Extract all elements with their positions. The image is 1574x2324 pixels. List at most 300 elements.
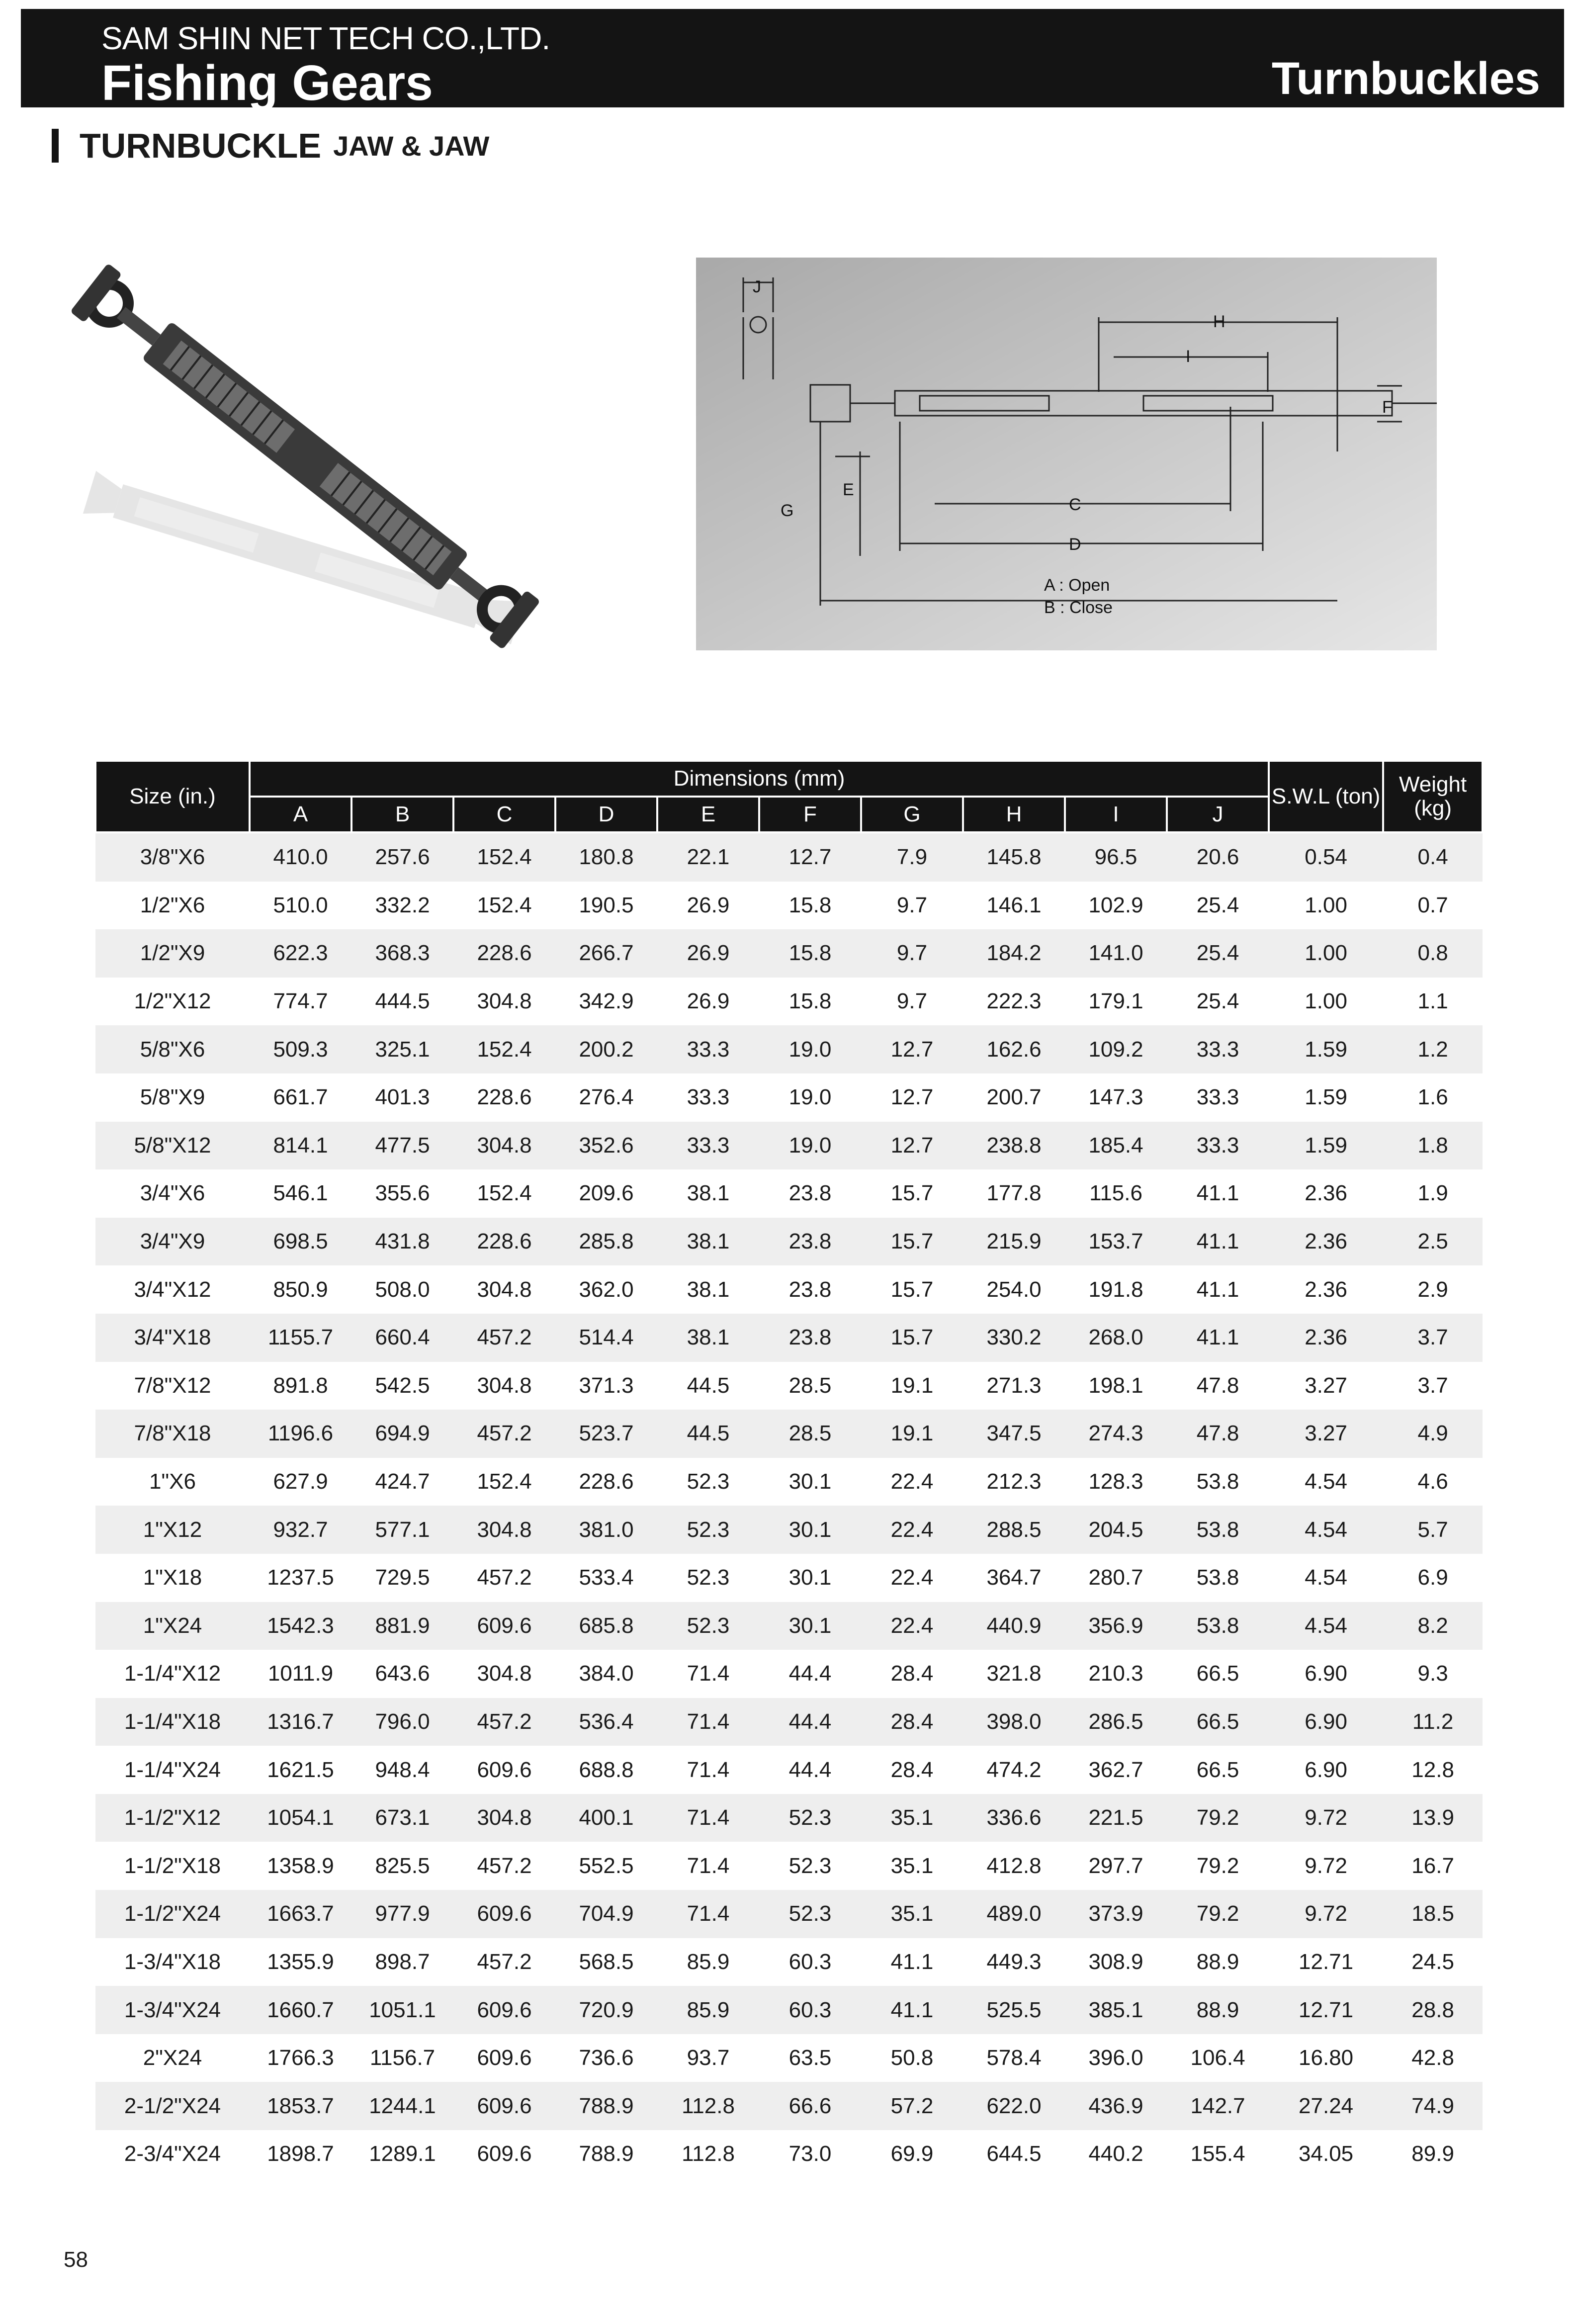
cell-g: 50.8: [890, 2046, 934, 2070]
cell-d: 371.3: [579, 1373, 634, 1398]
cell-size: 1-1/4"X18: [95, 1698, 250, 1746]
cell-h: 271.3: [986, 1373, 1042, 1398]
page-header: [21, 9, 1564, 111]
cell-h: 321.8: [986, 1661, 1042, 1686]
cell-f: 15.8: [788, 893, 832, 917]
cell-a: 1054.1: [250, 1794, 351, 1842]
dimension-diagram: [696, 258, 1437, 650]
cell-e: 52.3: [687, 1469, 730, 1494]
cell-size: 2"X24: [143, 2046, 202, 2070]
cell-e: 71.4: [687, 1661, 730, 1686]
table-row: [95, 1362, 1483, 1410]
cell-weight: 11.2: [1383, 1698, 1483, 1746]
cell-e: 71.4: [657, 1890, 759, 1938]
cell-h: 525.5: [963, 1986, 1065, 2034]
cell-b: 577.1: [351, 1506, 453, 1554]
cell-swl: 2.36: [1269, 1218, 1383, 1266]
cell-f: 52.3: [788, 1853, 832, 1878]
dim-label-e: E: [843, 480, 854, 499]
cell-c: 609.6: [453, 1602, 555, 1650]
cell-f: 23.8: [788, 1277, 832, 1302]
cell-e: 112.8: [657, 2082, 759, 2130]
cell-size: 3/8"X6: [95, 832, 250, 882]
table-row: [95, 1554, 1483, 1602]
cell-b: 332.2: [375, 893, 430, 917]
cell-e: 38.1: [657, 1218, 759, 1266]
cell-size: 1/2"X6: [140, 893, 205, 917]
cell-d: 685.8: [555, 1602, 657, 1650]
cell-d: 285.8: [555, 1218, 657, 1266]
cell-i: 297.7: [1088, 1853, 1143, 1878]
cell-h: 330.2: [963, 1314, 1065, 1362]
cell-j: 41.1: [1167, 1314, 1269, 1362]
cell-e: 26.9: [687, 989, 730, 1014]
cell-h: 474.2: [986, 1757, 1042, 1782]
cell-size: 7/8"X12: [134, 1373, 211, 1398]
cell-e: 38.1: [657, 1314, 759, 1362]
cell-h: 347.5: [963, 1410, 1065, 1458]
cell-j: 142.7: [1167, 2082, 1269, 2130]
cell-g: 57.2: [861, 2082, 963, 2130]
cell-weight: 0.8: [1383, 929, 1483, 978]
cell-j: 53.8: [1167, 1506, 1269, 1554]
cell-g: 19.1: [861, 1410, 963, 1458]
cell-f: 19.0: [759, 1025, 861, 1073]
cell-c: 304.8: [477, 1373, 532, 1398]
cell-c: 228.6: [477, 1085, 532, 1110]
table-row: [95, 1265, 1483, 1314]
cell-weight: 6.9: [1417, 1565, 1448, 1590]
cell-f: 23.8: [759, 1218, 861, 1266]
cell-swl: 4.54: [1269, 1602, 1383, 1650]
cell-h: 398.0: [963, 1698, 1065, 1746]
cell-c: 152.4: [477, 893, 532, 917]
cell-i: 385.1: [1065, 1986, 1167, 2034]
dim-label-i: I: [1186, 347, 1191, 366]
cell-j: 41.1: [1196, 1277, 1239, 1302]
cell-h: 364.7: [986, 1565, 1042, 1590]
cell-h: 177.8: [986, 1181, 1042, 1206]
cell-i: 308.9: [1088, 1949, 1143, 1974]
cell-c: 609.6: [453, 1890, 555, 1938]
cell-g: 22.4: [890, 1469, 934, 1494]
cell-a: 410.0: [250, 832, 351, 882]
table-row: [95, 1314, 1483, 1362]
cell-a: 1542.3: [250, 1602, 351, 1650]
table-row: [95, 2082, 1483, 2130]
cell-h: 222.3: [986, 989, 1042, 1014]
col-header-a: A: [250, 797, 351, 832]
cell-a: 1621.5: [267, 1757, 334, 1782]
cell-e: 33.3: [687, 1085, 730, 1110]
cell-f: 52.3: [759, 1890, 861, 1938]
cell-g: 9.7: [896, 893, 928, 917]
cell-size: 5/8"X9: [140, 1085, 205, 1110]
cell-swl: 12.71: [1299, 1949, 1354, 1974]
cell-j: 66.5: [1196, 1757, 1239, 1782]
cell-e: 52.3: [687, 1565, 730, 1590]
page-number: 58: [64, 2247, 88, 2272]
cell-weight: 89.9: [1411, 2142, 1454, 2166]
cell-size: 1"X18: [143, 1565, 202, 1590]
cell-f: 30.1: [759, 1506, 861, 1554]
cell-g: 19.1: [890, 1373, 934, 1398]
cell-g: 12.7: [861, 1025, 963, 1073]
cell-h: 449.3: [986, 1949, 1042, 1974]
cell-c: 457.2: [477, 1853, 532, 1878]
cell-j: 106.4: [1190, 2046, 1245, 2070]
cell-g: 15.7: [890, 1181, 934, 1206]
cell-g: 22.4: [890, 1565, 934, 1590]
cell-weight: 2.9: [1417, 1277, 1448, 1302]
cell-e: 112.8: [682, 2142, 735, 2166]
cell-size: 3/4"X18: [95, 1314, 250, 1362]
cell-d: 720.9: [555, 1986, 657, 2034]
section-title: [52, 128, 489, 163]
cell-b: 431.8: [351, 1218, 453, 1266]
dim-label-j: J: [753, 277, 761, 296]
table-row: [95, 929, 1483, 978]
cell-j: 79.2: [1196, 1853, 1239, 1878]
cell-f: 28.5: [788, 1373, 832, 1398]
cell-j: 41.1: [1196, 1181, 1239, 1206]
cell-size: 5/8"X12: [95, 1122, 250, 1170]
cell-h: 336.6: [963, 1794, 1065, 1842]
cell-g: 41.1: [861, 1986, 963, 2034]
cell-weight: 8.2: [1383, 1602, 1483, 1650]
cell-weight: 1.1: [1417, 989, 1448, 1014]
cell-i: 185.4: [1065, 1122, 1167, 1170]
cell-swl: 2.36: [1305, 1181, 1347, 1206]
cell-h: 215.9: [963, 1218, 1065, 1266]
cell-swl: 6.90: [1305, 1757, 1347, 1782]
table-row: [95, 978, 1483, 1026]
cell-b: 444.5: [375, 989, 430, 1014]
table-row: [95, 1410, 1483, 1458]
cell-b: 257.6: [351, 832, 453, 882]
cell-c: 152.4: [477, 1469, 532, 1494]
cell-c: 609.6: [453, 2082, 555, 2130]
cell-j: 53.8: [1167, 1602, 1269, 1650]
cell-j: 79.2: [1167, 1794, 1269, 1842]
cell-b: 898.7: [375, 1949, 430, 1974]
cell-swl: 4.54: [1305, 1565, 1347, 1590]
cell-d: 536.4: [555, 1698, 657, 1746]
cell-g: 12.7: [890, 1085, 934, 1110]
cell-j: 66.5: [1196, 1661, 1239, 1686]
cell-b: 1051.1: [351, 1986, 453, 2034]
weight-header: Weight (kg): [1383, 761, 1483, 832]
cell-i: 147.3: [1088, 1085, 1143, 1110]
cell-c: 457.2: [453, 1698, 555, 1746]
cell-h: 622.0: [963, 2082, 1065, 2130]
cell-i: 356.9: [1065, 1602, 1167, 1650]
cell-a: 1355.9: [267, 1949, 334, 1974]
cell-h: 238.8: [963, 1122, 1065, 1170]
brand-title: Fishing Gears: [101, 55, 433, 111]
cell-g: 15.7: [890, 1277, 934, 1302]
dim-label-d: D: [1069, 535, 1081, 554]
cell-a: 814.1: [250, 1122, 351, 1170]
spec-table: [94, 760, 1484, 2178]
cell-d: 200.2: [555, 1025, 657, 1073]
cell-f: 30.1: [759, 1602, 861, 1650]
cell-c: 457.2: [477, 1949, 532, 1974]
cell-a: 1663.7: [250, 1890, 351, 1938]
cell-d: 362.0: [579, 1277, 634, 1302]
col-header-h: H: [963, 797, 1065, 832]
cell-g: 69.9: [890, 2142, 934, 2166]
cell-b: 401.3: [375, 1085, 430, 1110]
cell-swl: 3.27: [1305, 1373, 1347, 1398]
cell-size: 5/8"X6: [95, 1025, 250, 1073]
cell-a: 1237.5: [267, 1565, 334, 1590]
cell-d: 788.9: [579, 2142, 634, 2166]
table-row: [95, 1746, 1483, 1794]
cell-i: 396.0: [1088, 2046, 1143, 2070]
legend-open: A : Open: [1044, 576, 1110, 595]
col-header-c: C: [453, 797, 555, 832]
table-row: [95, 1218, 1483, 1266]
cell-i: 115.6: [1089, 1181, 1142, 1206]
cell-swl: 16.80: [1299, 2046, 1354, 2070]
cell-a: 510.0: [273, 893, 328, 917]
size-header: Size (in.): [95, 761, 250, 832]
cell-d: 552.5: [579, 1853, 634, 1878]
cell-swl: 0.54: [1269, 832, 1383, 882]
table-row: [95, 1602, 1483, 1650]
cell-i: 362.7: [1088, 1757, 1143, 1782]
cell-j: 53.8: [1196, 1565, 1239, 1590]
table-row: [95, 1986, 1483, 2034]
cell-a: 622.3: [250, 929, 351, 978]
cell-a: 1155.7: [250, 1314, 351, 1362]
col-header-e: E: [657, 797, 759, 832]
cell-f: 28.5: [759, 1410, 861, 1458]
cell-h: 412.8: [986, 1853, 1042, 1878]
cell-b: 825.5: [375, 1853, 430, 1878]
cell-i: 153.7: [1065, 1218, 1167, 1266]
cell-e: 71.4: [687, 1853, 730, 1878]
cell-e: 52.3: [657, 1506, 759, 1554]
cell-b: 977.9: [351, 1890, 453, 1938]
cell-e: 38.1: [687, 1277, 730, 1302]
turnbuckle-photo: [70, 254, 597, 701]
cell-f: 73.0: [788, 2142, 832, 2166]
cell-f: 52.3: [759, 1794, 861, 1842]
table-row: [95, 1698, 1483, 1746]
cell-a: 1660.7: [250, 1986, 351, 2034]
cell-j: 33.3: [1196, 1085, 1239, 1110]
cell-g: 22.4: [861, 1506, 963, 1554]
cell-d: 514.4: [555, 1314, 657, 1362]
col-header-g: G: [861, 797, 963, 832]
cell-h: 212.3: [986, 1469, 1042, 1494]
dim-label-h: H: [1213, 312, 1225, 331]
cell-c: 457.2: [477, 1565, 532, 1590]
cell-a: 1766.3: [267, 2046, 334, 2070]
cell-e: 71.4: [657, 1698, 759, 1746]
cell-swl: 1.00: [1305, 989, 1347, 1014]
cell-i: 141.0: [1065, 929, 1167, 978]
cell-i: 221.5: [1065, 1794, 1167, 1842]
cell-c: 228.6: [453, 1218, 555, 1266]
cell-e: 22.1: [657, 832, 759, 882]
table-row: [95, 1890, 1483, 1938]
cell-a: 932.7: [250, 1506, 351, 1554]
cell-weight: 1.2: [1383, 1025, 1483, 1073]
cell-i: 440.2: [1088, 2142, 1143, 2166]
cell-h: 254.0: [986, 1277, 1042, 1302]
cell-c: 609.6: [477, 1757, 532, 1782]
cell-swl: 1.59: [1305, 1085, 1347, 1110]
col-header-f: F: [759, 797, 861, 832]
cell-d: 381.0: [555, 1506, 657, 1554]
cell-e: 52.3: [657, 1602, 759, 1650]
cell-d: 190.5: [579, 893, 634, 917]
cell-c: 152.4: [453, 1025, 555, 1073]
cell-f: 19.0: [759, 1122, 861, 1170]
cell-i: 102.9: [1088, 893, 1143, 917]
cell-f: 60.3: [759, 1986, 861, 2034]
cell-weight: 74.9: [1383, 2082, 1483, 2130]
cell-weight: 2.5: [1383, 1218, 1483, 1266]
cell-b: 694.9: [351, 1410, 453, 1458]
cell-size: 1-1/2"X18: [124, 1853, 221, 1878]
legend-close: B : Close: [1044, 598, 1113, 617]
cell-j: 88.9: [1167, 1986, 1269, 2034]
cell-c: 304.8: [477, 1661, 532, 1686]
cell-f: 44.4: [759, 1698, 861, 1746]
cell-a: 774.7: [273, 989, 328, 1014]
table-row: [95, 1938, 1483, 1986]
table-row: [95, 1650, 1483, 1698]
cell-c: 304.8: [453, 1794, 555, 1842]
cell-a: 1316.7: [250, 1698, 351, 1746]
cell-f: 23.8: [759, 1314, 861, 1362]
cell-size: 1-1/2"X12: [95, 1794, 250, 1842]
cell-d: 180.8: [555, 832, 657, 882]
cell-g: 7.9: [861, 832, 963, 882]
cell-swl: 34.05: [1299, 2142, 1354, 2166]
table-row: [95, 1169, 1483, 1218]
cell-a: 661.7: [273, 1085, 328, 1110]
cell-weight: 4.9: [1383, 1410, 1483, 1458]
cell-g: 9.7: [896, 989, 928, 1014]
cell-weight: 0.4: [1383, 832, 1483, 882]
dim-label-f: F: [1382, 398, 1393, 417]
cell-weight: 24.5: [1411, 1949, 1454, 1974]
cell-j: 25.4: [1196, 893, 1239, 917]
col-header-j: J: [1167, 797, 1269, 832]
cell-swl: 4.54: [1305, 1469, 1347, 1494]
cell-h: 184.2: [963, 929, 1065, 978]
cell-g: 12.7: [861, 1122, 963, 1170]
cell-h: 644.5: [986, 2142, 1042, 2166]
cell-i: 373.9: [1065, 1890, 1167, 1938]
cell-b: 729.5: [375, 1565, 430, 1590]
cell-b: 542.5: [375, 1373, 430, 1398]
table-row: [95, 882, 1483, 930]
cell-i: 210.3: [1088, 1661, 1143, 1686]
cell-e: 44.5: [687, 1373, 730, 1398]
cell-weight: 0.7: [1417, 893, 1448, 917]
table-row: [95, 1458, 1483, 1506]
cell-e: 26.9: [657, 929, 759, 978]
cell-b: 1156.7: [369, 2046, 436, 2070]
cell-j: 66.5: [1167, 1698, 1269, 1746]
cell-j: 47.8: [1196, 1373, 1239, 1398]
table-row: [95, 1794, 1483, 1842]
cell-h: 145.8: [963, 832, 1065, 882]
cell-f: 19.0: [788, 1085, 832, 1110]
cell-c: 152.4: [453, 832, 555, 882]
cell-f: 15.8: [759, 929, 861, 978]
cell-a: 627.9: [273, 1469, 328, 1494]
cell-g: 28.4: [861, 1698, 963, 1746]
cell-b: 1244.1: [351, 2082, 453, 2130]
cell-d: 568.5: [579, 1949, 634, 1974]
cell-b: 881.9: [351, 1602, 453, 1650]
cell-d: 788.9: [555, 2082, 657, 2130]
cell-size: 2-3/4"X24: [124, 2142, 221, 2166]
cell-c: 228.6: [453, 929, 555, 978]
cell-size: 1"X6: [149, 1469, 196, 1494]
cell-d: 266.7: [555, 929, 657, 978]
cell-a: 546.1: [273, 1181, 328, 1206]
cell-c: 304.8: [453, 1122, 555, 1170]
col-header-d: D: [555, 797, 657, 832]
cell-swl: 6.90: [1269, 1698, 1383, 1746]
cell-j: 33.3: [1167, 1122, 1269, 1170]
cell-c: 304.8: [453, 1506, 555, 1554]
cell-j: 25.4: [1167, 929, 1269, 978]
cell-a: 698.5: [250, 1218, 351, 1266]
cell-size: 1"X12: [95, 1506, 250, 1554]
cell-size: 3/4"X6: [140, 1181, 205, 1206]
cell-d: 209.6: [579, 1181, 634, 1206]
cell-g: 28.4: [890, 1661, 934, 1686]
cell-size: 1-3/4"X24: [95, 1986, 250, 2034]
cell-i: 274.3: [1065, 1410, 1167, 1458]
cell-c: 457.2: [453, 1410, 555, 1458]
cell-i: 191.8: [1088, 1277, 1143, 1302]
section-title-sub: JAW & JAW: [333, 130, 490, 162]
cell-size: 7/8"X18: [95, 1410, 250, 1458]
cell-swl: 6.90: [1305, 1661, 1347, 1686]
cell-weight: 1.9: [1417, 1181, 1448, 1206]
cell-size: 1-1/4"X12: [124, 1661, 221, 1686]
cell-swl: 9.72: [1269, 1794, 1383, 1842]
cell-g: 15.7: [861, 1218, 963, 1266]
cell-e: 85.9: [657, 1986, 759, 2034]
cell-h: 489.0: [963, 1890, 1065, 1938]
cell-d: 688.8: [579, 1757, 634, 1782]
cell-size: 3/4"X12: [134, 1277, 211, 1302]
cell-e: 93.7: [687, 2046, 730, 2070]
cell-b: 424.7: [375, 1469, 430, 1494]
cell-i: 268.0: [1065, 1314, 1167, 1362]
cell-f: 60.3: [788, 1949, 832, 1974]
cell-j: 47.8: [1167, 1410, 1269, 1458]
cell-e: 71.4: [657, 1794, 759, 1842]
cell-e: 33.3: [657, 1122, 759, 1170]
cell-j: 53.8: [1196, 1469, 1239, 1494]
cell-size: 3/4"X9: [95, 1218, 250, 1266]
cell-d: 704.9: [555, 1890, 657, 1938]
turnbuckle-body: [70, 263, 540, 649]
cell-j: 41.1: [1167, 1218, 1269, 1266]
